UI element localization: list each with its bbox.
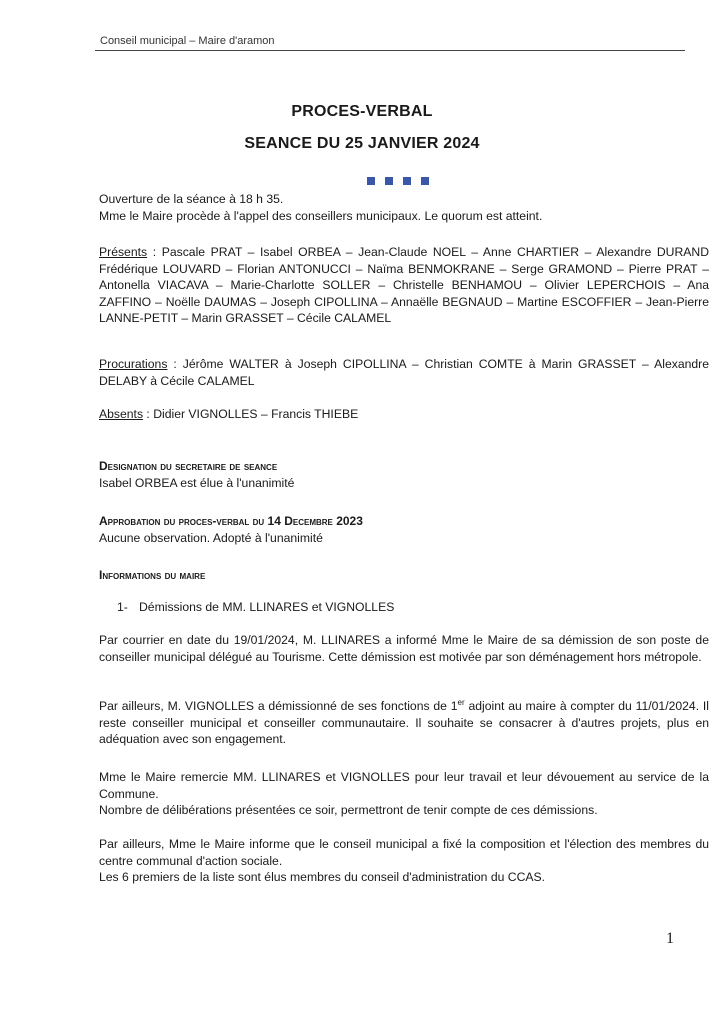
running-header: Conseil municipal – Maire d'aramon: [100, 35, 275, 47]
paragraph-ccas: [99, 836, 709, 886]
session-title: SEANCE DU 25 JANVIER 2024: [244, 135, 480, 152]
ornament-square: [403, 177, 411, 185]
quorum-line: Mme le Maire procède à l'appel des conseillers municipaux. Le quorum est atteint.: [99, 208, 543, 223]
item-text: Démissions de MM. LLINARES et VIGNOLLES: [139, 600, 395, 614]
opening-section: [99, 191, 709, 224]
p2-superscript: er: [457, 697, 465, 707]
absents-label: Absents: [99, 407, 144, 421]
paragraph-remerciements: [99, 769, 709, 819]
procurations-section: [99, 356, 709, 389]
p2-before: Par ailleurs, M. VIGNOLLES a démissionné de ses fonctions de 1: [99, 699, 458, 713]
ornament-square: [421, 177, 429, 185]
p4-line-a: Par ailleurs, Mme le Maire informe que le conseil municipal a fixé la composition et l'élection des membres du centre communal d'action sociale.: [99, 837, 709, 868]
ornament-square: [385, 177, 393, 185]
secretaire-section: [99, 458, 709, 491]
paragraph-vignolles: [99, 698, 709, 748]
p4-line-b: Les 6 premiers de la liste sont élus membres du conseil d'administration du CCAS.: [99, 870, 546, 885]
informations-section: [99, 567, 709, 584]
list-item: [117, 600, 394, 614]
secretaire-text: Isabel ORBEA est élue à l'unanimité: [99, 475, 295, 490]
document-title: PROCES-VERBAL: [291, 103, 433, 120]
p3-line-b: Nombre de délibérations présentées ce soir, permettront de tenir compte de ces démissions.: [99, 803, 598, 818]
approbation-text: Aucune observation. Adopté à l'unanimité: [99, 530, 323, 545]
absents-section: [99, 406, 709, 423]
item-number: 1-: [117, 600, 128, 614]
approbation-section: [99, 513, 709, 546]
page-number: 1: [666, 930, 674, 947]
absents-list: : Didier VIGNOLLES – Francis THIEBE: [143, 407, 359, 421]
informations-heading: Informations du maire: [99, 568, 206, 582]
presents-section: [99, 244, 709, 327]
approbation-heading: Approbation du proces-verbal du 14 Decembre 2023: [99, 514, 363, 528]
p2-after: adjoint au maire à compter du 11/01/2024. Il reste conseiller municipal et conseiller communautaire. Il souhaite se consacrer à d'autres projets, plus en adéquation avec son engagement.: [99, 699, 710, 747]
opening-line: Ouverture de la séance à 18 h 35.: [99, 192, 284, 206]
paragraph-llinares: Par courrier en date du 19/01/2024, M. LLINARES a informé Mme le Maire de sa démission de son poste de conseiller municipal délégué au Tourisme. Cette démission est motivée par son déménagement hors métropole.: [99, 633, 709, 664]
presents-list: : Pascale PRAT – Isabel ORBEA – Jean-Claude NOEL – Anne CHARTIER – Alexandre DURAND Frédérique LOUVARD – Florian ANTONUCCI – Naïma BENMOKRANE – Serge GRAMOND – Pierre PRAT – Antonella VIACAVA – Marie-Charlotte SOLLER – Christelle BENHAMOU – Olivier LEPERCHOIS – Ana ZAFFINO – Noëlle DAUMAS – Joseph CIPOLLINA – Annaëlle BEGNAUD – Martine ESCOFFIER – Jean-Pierre LANNE-PETIT – Marin GRASSET – Cécile CALAMEL: [99, 245, 709, 326]
procurations-label: Procurations: [99, 357, 168, 371]
ornament-squares: [367, 177, 429, 185]
presents-label: Présents: [99, 245, 148, 259]
procurations-list: : Jérôme WALTER à Joseph CIPOLLINA – Christian COMTE à Marin GRASSET – Alexandre DELABY à Cécile CALAMEL: [99, 357, 709, 388]
p3-line-a: Mme le Maire remercie MM. LLINARES et VIGNOLLES pour leur travail et leur dévouement au service de la Commune.: [99, 770, 709, 801]
header-rule: [95, 50, 685, 51]
secretaire-heading: Designation du secretaire de seance: [99, 459, 278, 473]
ornament-square: [367, 177, 375, 185]
